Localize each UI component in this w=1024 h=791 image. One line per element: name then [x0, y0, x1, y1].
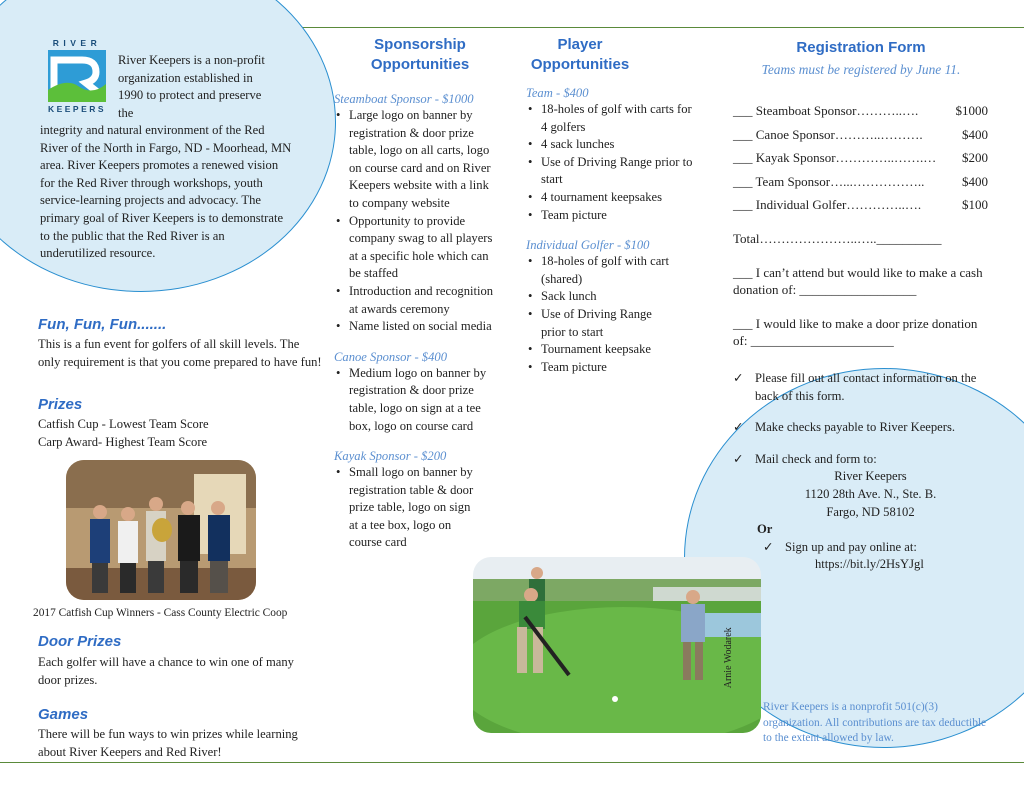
prize-line-1: Catfish Cup - Lowest Team Score	[38, 417, 209, 431]
intro-lead: River Keepers is a non-profit organization established in 1990 to protect and preserve the	[118, 53, 265, 120]
door-prizes-heading: Door Prizes	[38, 633, 122, 650]
nonprofit-note: River Keepers is a nonprofit 501(c)(3) organization. All contributions are tax deductible to the extent allowed by law.	[763, 701, 987, 744]
kayak-benefits	[334, 464, 476, 552]
list-item: • Use of Driving Range prior to start	[526, 306, 678, 341]
mailing-address: River Keepers 1120 28th Ave. N., Ste. B. Fargo, ND 58102	[804, 469, 937, 519]
catfish-cup-photo	[66, 460, 256, 600]
registration-form	[733, 102, 988, 350]
prize-line-2: Carp Award- Highest Team Score	[38, 435, 208, 449]
or-label: Or	[757, 522, 773, 537]
bottom-divider	[0, 762, 1024, 763]
player-heading-line-2: Opportunities	[530, 56, 630, 73]
team-benefits	[526, 101, 696, 224]
sponsorship-heading-line-2: Opportunities	[370, 56, 470, 73]
checklist-item-online: ✓ Sign up and pay online at:	[733, 539, 988, 557]
list-item: • 18-holes of golf with cart (shared)	[526, 253, 678, 288]
door-prize-donation-line[interactable]: ___ I would like to make a door prize donation of: ______________________	[733, 315, 978, 349]
canoe-benefits	[334, 365, 496, 435]
list-item: • Tournament keepsake	[526, 341, 678, 359]
check-icon: ✓	[733, 371, 744, 385]
list-item: • Small logo on banner by registration table & door prize table, logo on sign at a tee box, logo on course card	[334, 464, 476, 552]
registration-line-kayak[interactable]: ___ Kayak Sponsor…………..…….… $200	[733, 150, 988, 166]
cash-donation-line[interactable]: ___ I can’t attend but would like to make a cash donation of: __________________	[733, 264, 983, 298]
fun-heading: Fun, Fun, Fun.......	[38, 316, 167, 333]
individual-option-title: Individual Golfer - $100	[526, 238, 650, 253]
golf-putting-photo	[473, 557, 761, 733]
check-icon: ✓	[763, 539, 774, 554]
player-heading-line-1: Player	[557, 36, 603, 53]
list-item: • 4 tournament keepsakes	[526, 189, 696, 207]
sponsorship-heading-line-1: Sponsorship	[374, 36, 466, 53]
list-item: • Name listed on social media	[334, 318, 496, 336]
list-item: • Team picture	[526, 207, 696, 225]
checklist-item-contact: ✓ Please fill out all contact information on the back of this form.	[733, 370, 988, 405]
logo-top-word: RIVER	[52, 38, 102, 48]
steamboat-tier-title: Steamboat Sponsor - $1000	[334, 92, 474, 106]
fun-text: This is a fun event for golfers of all skill levels. The only requirement is that you come prepared to have fun!	[38, 337, 322, 369]
registration-line-team[interactable]: ___ Team Sponsor…...…………….. $400	[733, 173, 988, 189]
list-item: • Sack lunch	[526, 288, 678, 306]
registration-line-individual[interactable]: ___ Individual Golfer…………..…. $100	[733, 197, 988, 213]
canoe-tier-title: Canoe Sponsor - $400	[334, 349, 447, 364]
registration-heading: Registration Form	[796, 39, 926, 56]
sponsorship-list	[334, 92, 496, 552]
list-item: • 4 sack lunches	[526, 136, 696, 154]
registration-line-canoe[interactable]: ___ Canoe Sponsor………..………. $400	[733, 126, 988, 142]
online-url-link[interactable]: https://bit.ly/2HsYJgl	[815, 557, 924, 572]
check-icon: ✓	[733, 420, 744, 435]
registration-line-steamboat[interactable]: ___ Steamboat Sponsor………..…. $1000	[733, 103, 988, 118]
individual-benefits	[526, 253, 678, 376]
checklist-item-checks: ✓ Make checks payable to River Keepers.	[733, 419, 988, 437]
list-item: • Introduction and recognition at awards ceremony	[334, 283, 496, 318]
steamboat-benefits	[334, 107, 496, 336]
list-item: • 18-holes of golf with carts for 4 golfers	[526, 101, 696, 136]
door-prizes-text: Each golfer will have a chance to win one of many door prizes.	[38, 655, 294, 687]
list-item: • Opportunity to provide company swag to all players at a specific hole which can be staffed	[334, 213, 496, 283]
registration-deadline: Teams must be registered by June 11.	[761, 62, 961, 77]
games-text: There will be fun ways to win prizes while learning about River Keepers and Red River!	[38, 727, 298, 759]
photo-credit: Arnie Wodarek	[723, 627, 735, 689]
river-logo-icon	[48, 50, 106, 102]
checklist-item-mail: ✓ Mail check and form to:	[733, 451, 988, 469]
total-line[interactable]: Total…………………..…..__________	[733, 230, 942, 246]
games-heading: Games	[38, 706, 89, 723]
prizes-heading: Prizes	[38, 396, 83, 413]
list-item: • Large logo on banner by registration & door prize table, logo on all carts, logo on course card and on River Keepers website with a link to company website	[334, 107, 496, 213]
list-item: • Team picture	[526, 359, 678, 377]
list-item: • Medium logo on banner by registration & door prize table, logo on sign at a tee box, logo on course card	[334, 365, 496, 435]
player-list	[526, 86, 696, 376]
intro-body: integrity and natural environment of the Red River of the North in Fargo, ND - Moorhead, MN area. River Keepers promotes a renewed vision for the Red River through workshops, youth service-learning projects and advocacy. The primary goal of River Keepers is to demonstrate to the public that the Red River is an underutilized resource.	[40, 123, 292, 261]
player-heading	[510, 35, 650, 75]
check-icon: ✓	[733, 451, 744, 466]
photo-caption: 2017 Catfish Cup Winners - Cass County Electric Coop	[33, 607, 288, 619]
list-item: • Use of Driving Range prior to start	[526, 154, 696, 189]
logo-bottom-word: KEEPERS	[47, 104, 107, 114]
team-option-title: Team - $400	[526, 86, 589, 100]
sponsorship-heading	[340, 35, 500, 75]
river-keepers-logo	[44, 38, 110, 114]
kayak-tier-title: Kayak Sponsor - $200	[334, 449, 447, 464]
checklist	[733, 370, 988, 574]
